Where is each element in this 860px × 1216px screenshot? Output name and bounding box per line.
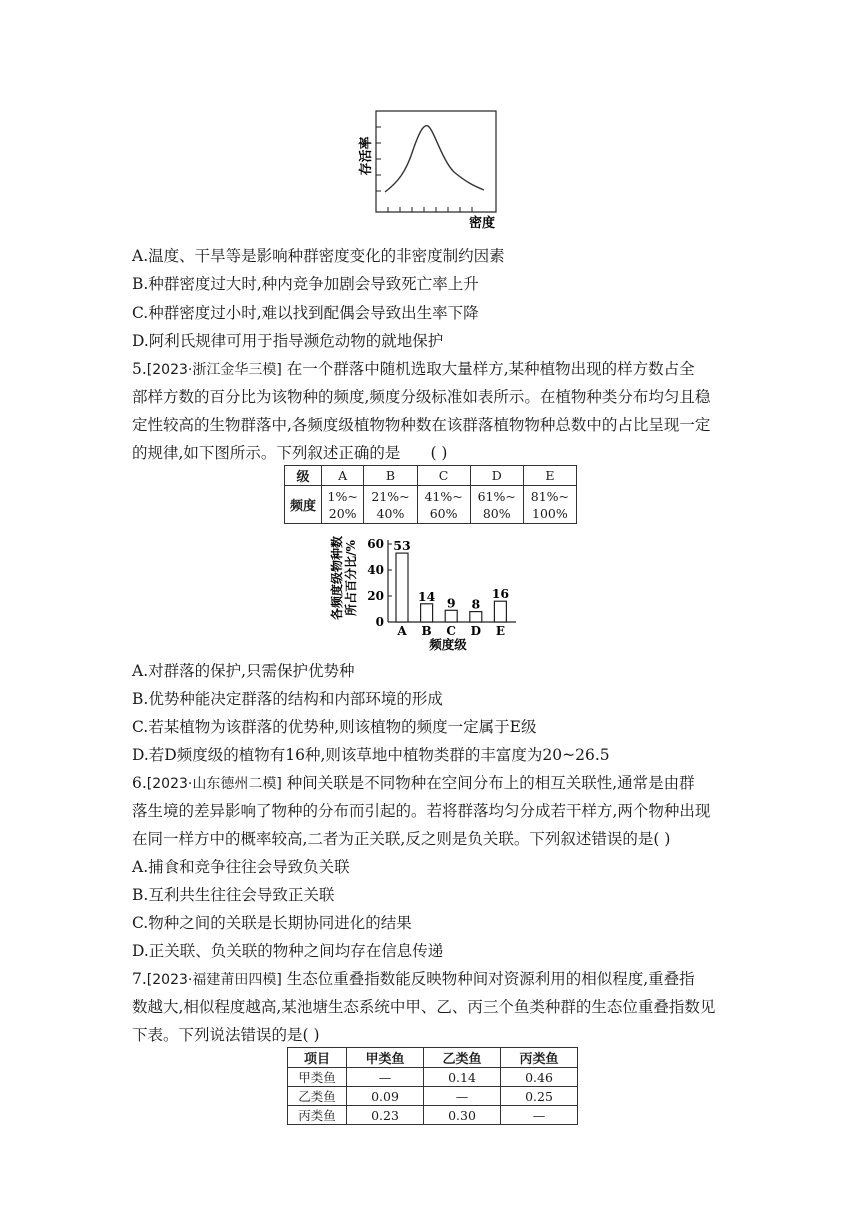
q6-stem-text: 种间关联是不同物种在空间分布上的相互关联性,通常是由群 (286, 774, 695, 792)
q5-source: [2023·浙江金华三模] (146, 362, 282, 378)
bar-C (445, 610, 457, 622)
q5-grade-a: A (322, 466, 364, 486)
q7-source: [2023·福建莆田四模] (146, 972, 282, 988)
q5-range-e-bottom: 100% (532, 505, 568, 521)
bar-A (396, 553, 408, 622)
q5-range-a-top: 1%~ (327, 488, 358, 504)
q5-grade-e: E (523, 466, 576, 486)
q6-stem-text-3: 在同一样方中的概率较高,二者为正关联,反之则是负关联。下列叙述错误的是 (132, 830, 654, 848)
q5-range-b-top: 21%~ (371, 488, 410, 504)
q5-stem-text-4: 的规律,如下图所示。下列叙述正确的是 (132, 444, 401, 462)
bar-chart-ytick-label: 0 (375, 615, 384, 629)
q7-row1-label: 甲类鱼 (288, 1068, 347, 1087)
q5-range-d-bottom: 80% (482, 505, 511, 521)
q7-answer-paren: ( ) (302, 1026, 320, 1044)
q5-option-c: C.若某植物为该群落的优势种,则该植物的频度一定属于E级 (132, 718, 537, 736)
q7-row3-bing: — (501, 1106, 578, 1125)
q7-header-item: 项目 (288, 1048, 347, 1068)
q6-answer-paren: ( ) (653, 830, 671, 848)
bar-value-label: 9 (446, 595, 456, 611)
bar-chart-ylabel-line-1: 各频度级物种数 (330, 535, 344, 621)
q7-overlap-table (287, 1047, 578, 1125)
q5-table-header-grade: 级 (285, 466, 322, 486)
q7-row3-label: 丙类鱼 (288, 1106, 347, 1125)
bar-chart-ylabel (330, 536, 358, 620)
bar-chart-ytick-label: 60 (367, 537, 384, 551)
table-row (288, 1068, 578, 1087)
q5-range-c-top: 41%~ (424, 488, 463, 504)
q5-stem-line-4 (132, 443, 447, 463)
q7-stem-line-1 (132, 969, 695, 990)
bar-value-label: 14 (417, 588, 436, 604)
q4-option-a: A.温度、干旱等是影响种群密度变化的非密度制约因素 (132, 247, 505, 265)
q7-row2-bing: 0.25 (501, 1087, 578, 1106)
q5-range-d-top: 61%~ (477, 488, 516, 504)
q7-stem-text-3: 下表。下列说法错误的是 (132, 1026, 303, 1044)
q7-row1-bing: 0.46 (501, 1068, 578, 1087)
bar-category-label: D (470, 624, 482, 638)
q4-option-b: B.种群密度过大时,种内竞争加剧会导致死亡率上升 (132, 275, 479, 293)
bar-category-label: E (495, 624, 505, 638)
bar-category-label: C (446, 624, 456, 638)
q5-range-e (523, 486, 576, 524)
q5-grade-b: B (364, 466, 417, 486)
q5-stem-line-2: 部样方数的百分比为该物种的频度,频度分级标准如表所示。在植物种类分布均匀且稳 (132, 388, 711, 406)
q7-row2-yi: — (424, 1087, 501, 1106)
survival-curve (385, 126, 484, 192)
bar-layer (367, 537, 516, 638)
bar-category-label: B (421, 624, 432, 638)
q5-range-c (417, 486, 470, 524)
q7-row2-jia: 0.09 (347, 1087, 424, 1106)
q7-header-yi: 乙类鱼 (424, 1048, 501, 1068)
q7-number: 7. (132, 970, 147, 988)
q6-option-b: B.互利共生往往会导致正关联 (132, 886, 335, 904)
q4-option-c: C.种群密度过小时,难以找到配偶会导致出生率下降 (132, 304, 479, 322)
q5-range-d (470, 486, 523, 524)
bar-category-label: A (397, 624, 407, 638)
bar-E (494, 601, 506, 622)
q5-frequency-table (284, 465, 577, 524)
chart-frame (376, 111, 496, 212)
bar-chart-ytick-label: 20 (367, 589, 384, 603)
q5-option-a: A.对群落的保护,只需保护优势种 (132, 662, 355, 680)
q6-option-c: C.物种之间的关联是长期协同进化的结果 (132, 914, 412, 932)
q5-table-header-frequency: 频度 (285, 486, 322, 524)
q7-row3-yi: 0.30 (424, 1106, 501, 1125)
q5-range-b (364, 486, 417, 524)
q5-answer-paren: ( ) (430, 444, 448, 462)
q7-stem-line-3 (132, 1025, 320, 1045)
q5-option-b: B.优势种能决定群落的结构和内部环境的形成 (132, 690, 443, 708)
bar-chart-ytick-label: 40 (367, 563, 384, 577)
q7-stem-line-2: 数越大,相似程度越高,某池塘生态系统中甲、乙、丙三个鱼类种群的生态位重叠指数见 (132, 998, 716, 1016)
q5-range-e-top: 81%~ (530, 488, 570, 504)
bar-value-label: 53 (393, 538, 411, 554)
bar-B (421, 604, 433, 622)
y-axis-label: 存活率 (359, 136, 374, 176)
x-axis-label: 密度 (468, 216, 496, 230)
q6-source: [2023·山东德州二模] (146, 776, 282, 792)
bar-D (470, 612, 482, 622)
q5-range-b-bottom: 40% (376, 505, 405, 521)
bar-value-label: 16 (491, 586, 510, 602)
q5-grade-d: D (470, 466, 523, 486)
q7-row1-yi: 0.14 (424, 1068, 501, 1087)
q5-range-a-bottom: 20% (328, 505, 357, 521)
frequency-bar-chart (330, 528, 530, 653)
q6-stem-line-1 (132, 773, 695, 794)
q7-header-bing: 丙类鱼 (501, 1048, 578, 1068)
q6-option-a: A.捕食和竞争往往会导致负关联 (132, 858, 350, 876)
q6-stem-line-2: 落生境的差异影响了物种的分布而引起的。若将群落均匀分成若干样方,两个物种出现 (132, 802, 711, 820)
q7-row3-jia: 0.23 (347, 1106, 424, 1125)
q7-header-jia: 甲类鱼 (347, 1048, 424, 1068)
q5-option-d: D.若D频度级的植物有16种,则该草地中植物类群的丰富度为20~26.5 (132, 746, 610, 764)
q6-stem-line-3 (132, 829, 670, 849)
q5-range-c-bottom: 60% (429, 505, 458, 521)
table-row (288, 1106, 578, 1125)
q7-row2-label: 乙类鱼 (288, 1087, 347, 1106)
q7-row1-jia: — (347, 1068, 424, 1087)
q5-stem-text: 在一个群落中随机选取大量样方,某种植物出现的样方数占全 (286, 360, 695, 378)
bar-value-label: 8 (471, 596, 481, 612)
q4-option-d: D.阿利氏规律可用于指导濒危动物的就地保护 (132, 332, 444, 350)
q5-grade-c: C (417, 466, 470, 486)
q5-number: 5. (132, 360, 147, 378)
q6-option-d: D.正关联、负关联的物种之间均存在信息传递 (132, 942, 444, 960)
bar-chart-ylabel-line-2: 所占百分比/% (344, 540, 358, 616)
survival-density-chart (350, 108, 510, 230)
q6-number: 6. (132, 774, 147, 792)
bar-chart-xlabel: 频度级 (429, 637, 467, 652)
q5-range-a (322, 486, 364, 524)
q5-stem-line-3: 定性较高的生物群落中,各频度级植物物种数在该群落植物物种总数中的占比呈现一定 (132, 416, 711, 434)
tick-marks (376, 127, 472, 212)
q7-stem-text: 生态位重叠指数能反映物种间对资源利用的相似程度,重叠指 (286, 970, 695, 988)
q5-stem-line-1 (132, 359, 695, 380)
table-row (288, 1087, 578, 1106)
